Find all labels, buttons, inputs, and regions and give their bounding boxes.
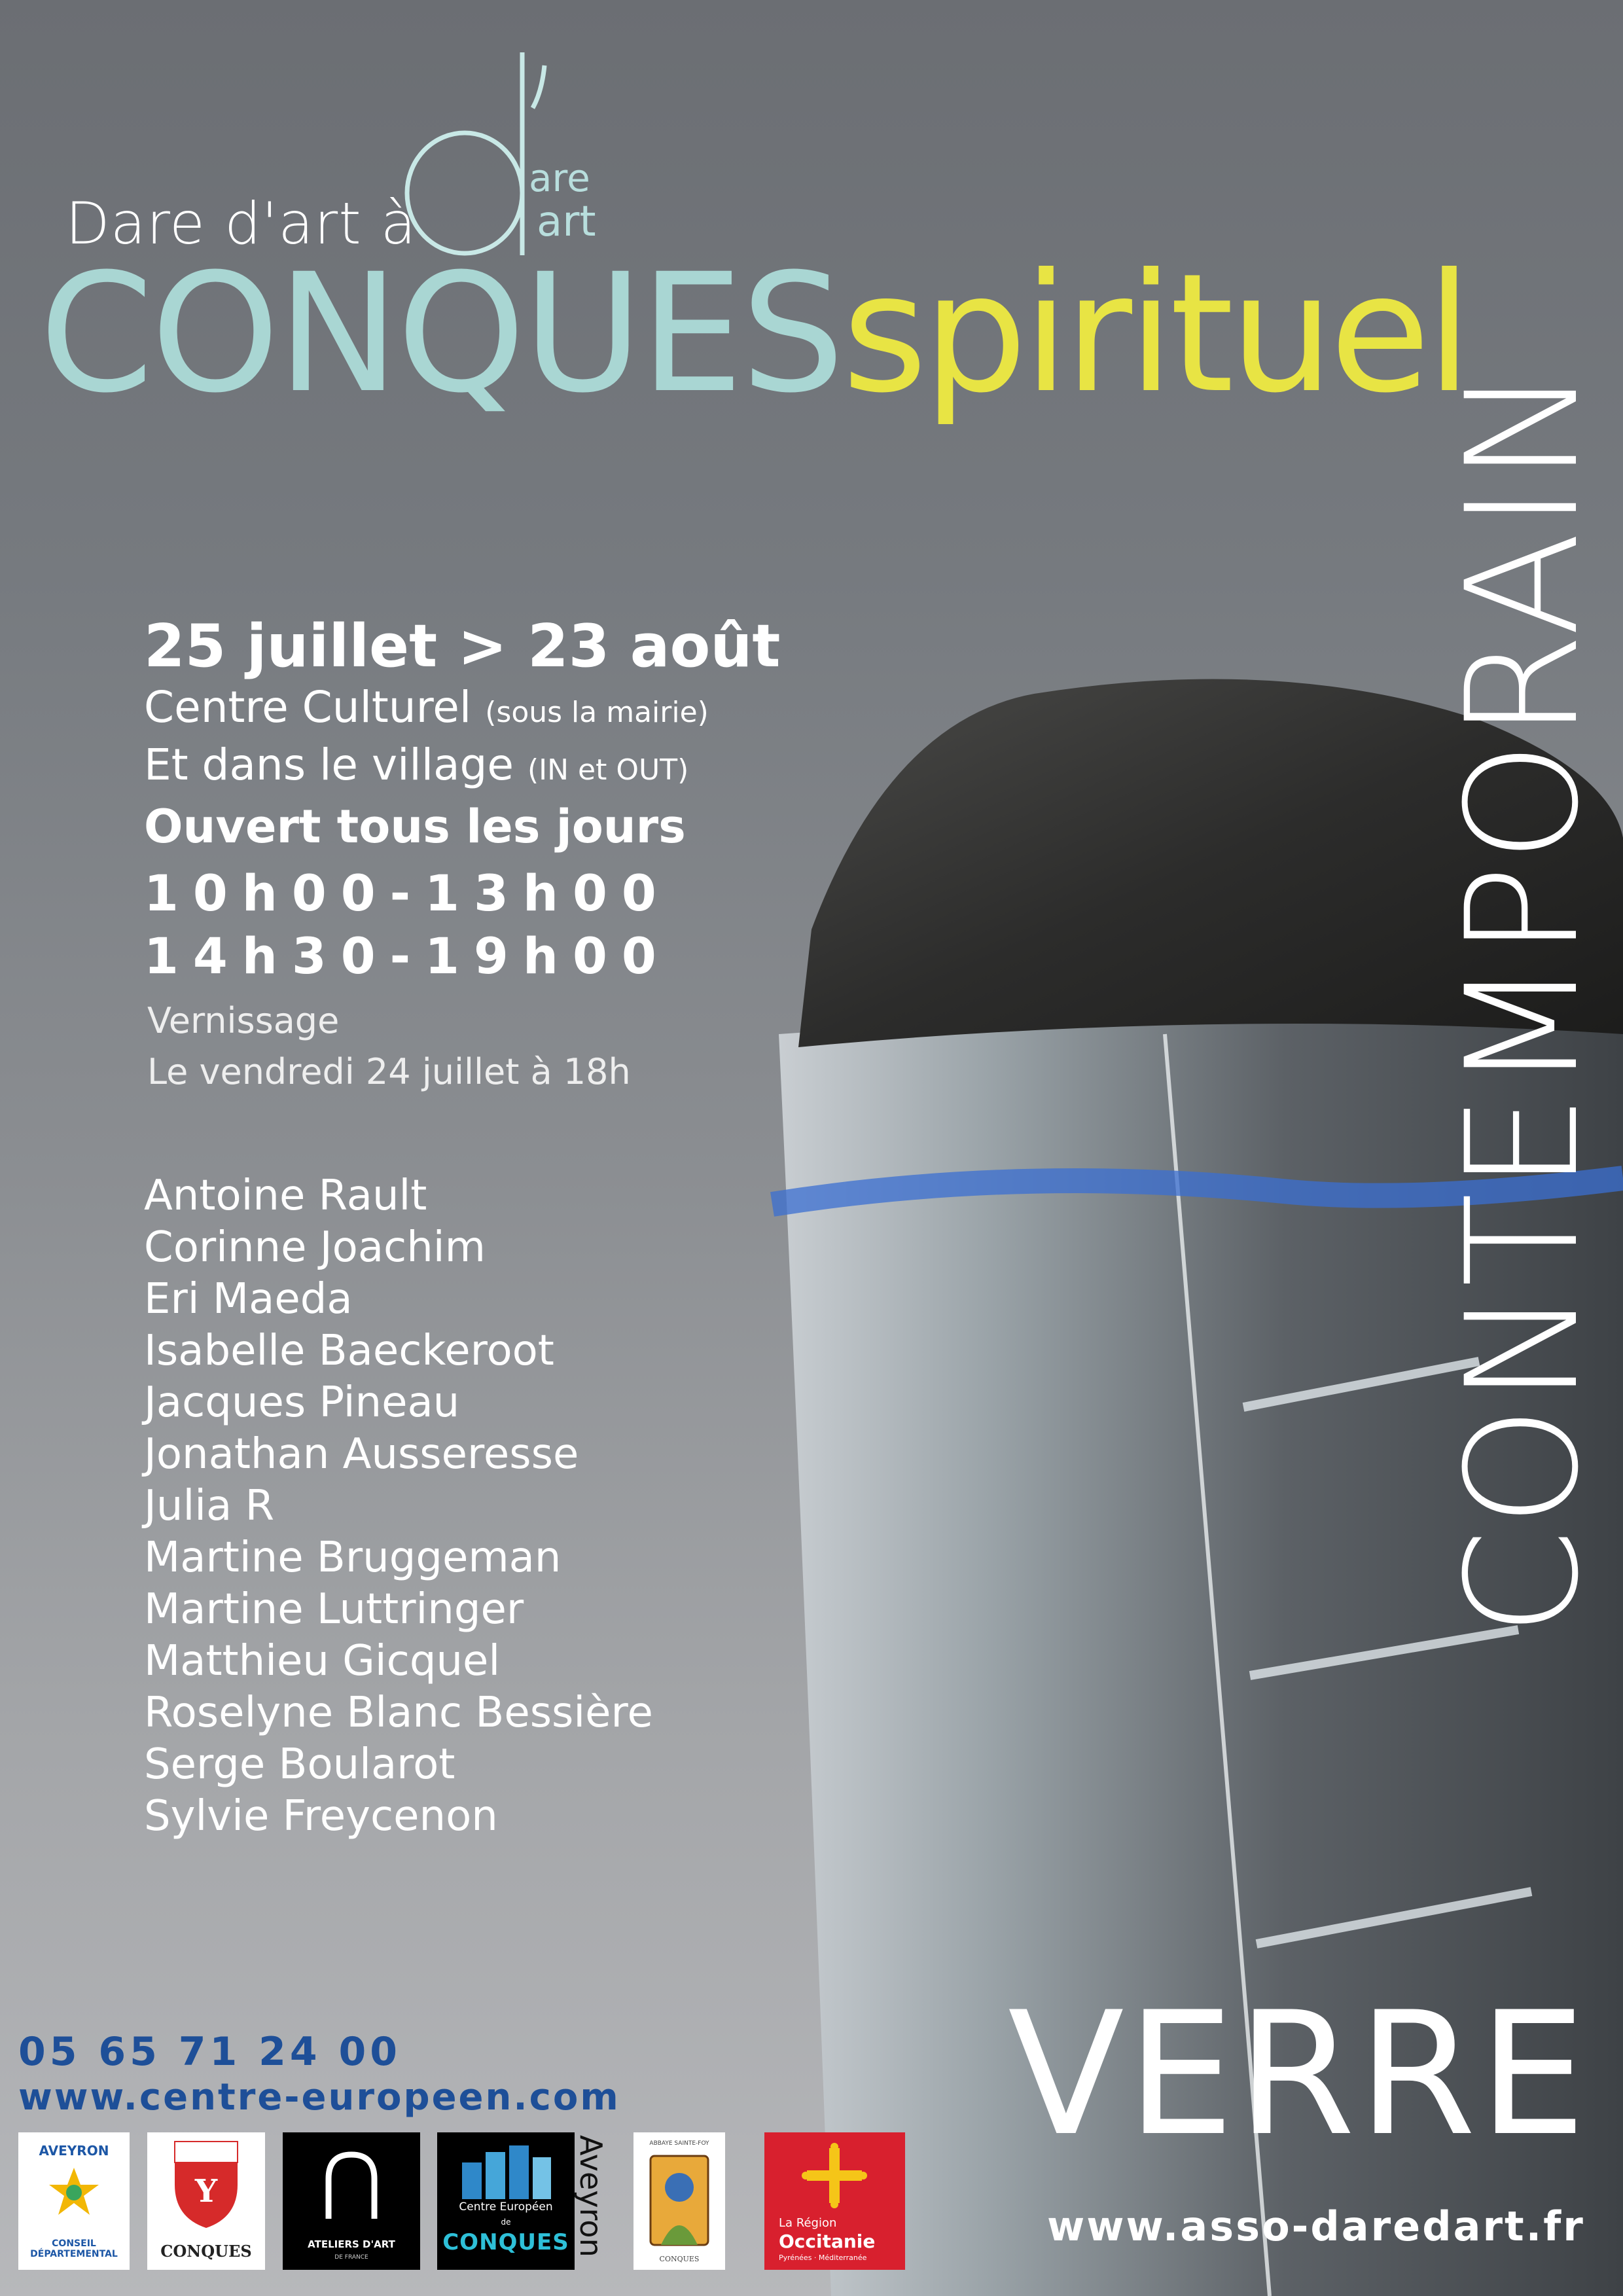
artist-name: Julia R bbox=[144, 1482, 275, 1530]
ateliers-dart-logo bbox=[283, 2132, 420, 2270]
brand-prefix: Dare d'art à bbox=[65, 190, 417, 257]
artist-name: Matthieu Gicquel bbox=[144, 1637, 501, 1685]
aveyron-departement-logo bbox=[18, 2132, 130, 2270]
village-line bbox=[144, 740, 688, 790]
artist-name: Serge Boularot bbox=[144, 1740, 455, 1789]
title-conques: CONQUES bbox=[39, 238, 842, 429]
contact-phone: 05 65 71 24 00 bbox=[18, 2029, 402, 2075]
opening-label: Vernissage bbox=[147, 1000, 340, 1041]
title-spirituel: spirituel bbox=[842, 238, 1469, 429]
abbaye-top: ABBAYE SAINTE-FOY bbox=[649, 2140, 709, 2147]
svg-text:Y: Y bbox=[194, 2173, 218, 2210]
venue: Centre Culturel bbox=[144, 682, 472, 732]
artist-name: Antoine Rault bbox=[144, 1172, 427, 1220]
event-dates: 25 juillet > 23 août bbox=[144, 612, 781, 681]
title-verre: VERRE bbox=[1008, 1976, 1589, 2174]
ateliers-arch-icon bbox=[322, 2149, 381, 2221]
artist-name: Jacques Pineau bbox=[144, 1378, 460, 1427]
artist-name: Sylvie Freycenon bbox=[144, 1792, 498, 1840]
artist-name: Eri Maeda bbox=[144, 1275, 353, 1323]
centre-line2: de bbox=[501, 2217, 511, 2227]
aveyron-vertical-logo bbox=[573, 2135, 615, 2272]
region-occitanie-logo bbox=[764, 2132, 905, 2270]
conques-commune-logo bbox=[147, 2132, 265, 2270]
hours-afternoon: 14h30-19h00 bbox=[144, 927, 671, 985]
abbaye-bottom: CONQUES bbox=[659, 2255, 700, 2263]
artist-list bbox=[144, 1170, 653, 1842]
aveyron-vertical-text: Aveyron bbox=[573, 2135, 609, 2257]
centre-line3: CONQUES bbox=[442, 2229, 569, 2255]
aveyron-sub: CONSEIL DÉPARTEMENTAL bbox=[30, 2238, 118, 2259]
main-title bbox=[39, 238, 1469, 429]
ateliers-sub: DE FRANCE bbox=[334, 2254, 368, 2261]
artist-name: Corinne Joachim bbox=[144, 1223, 486, 1272]
sainte-foy-icon bbox=[648, 2153, 711, 2248]
dare-dart-logo bbox=[393, 46, 602, 262]
region-line1: La Région bbox=[779, 2216, 837, 2230]
logo-word-art: art bbox=[537, 198, 596, 246]
title-contemporain: CONTEMPORAIN bbox=[1434, 365, 1613, 1636]
venue-note: (sous la mairie) bbox=[485, 696, 709, 729]
aveyron-star-icon bbox=[48, 2165, 100, 2217]
occitan-cross-icon bbox=[800, 2142, 868, 2210]
logo-word-are: are bbox=[529, 156, 590, 200]
conques-label: CONQUES bbox=[160, 2242, 252, 2261]
village: Et dans le village bbox=[144, 740, 514, 790]
artist-name: Roselyne Blanc Bessière bbox=[144, 1689, 653, 1737]
centre-buildings-icon bbox=[457, 2143, 555, 2199]
artist-name: Martine Bruggeman bbox=[144, 1534, 562, 1582]
artist-name: Isabelle Baeckeroot bbox=[144, 1327, 554, 1375]
region-line3: Pyrénées · Méditerranée bbox=[779, 2253, 867, 2262]
centre-website-link[interactable]: www.centre-europeen.com bbox=[18, 2076, 620, 2119]
open-days: Ouvert tous les jours bbox=[144, 800, 686, 853]
artist-name: Jonathan Ausseresse bbox=[144, 1430, 579, 1479]
venue-line bbox=[144, 682, 709, 732]
centre-europeen-logo bbox=[437, 2132, 575, 2270]
asso-website-link[interactable]: www.asso-daredart.fr bbox=[1047, 2202, 1585, 2250]
aveyron-name: AVEYRON bbox=[39, 2143, 109, 2159]
conques-shield-icon bbox=[172, 2139, 240, 2231]
village-note: (IN et OUT) bbox=[527, 753, 689, 787]
hours-morning: 10h00-13h00 bbox=[144, 864, 671, 922]
centre-line1: Centre Européen bbox=[459, 2200, 553, 2214]
abbaye-sainte-foy-logo bbox=[633, 2132, 725, 2270]
artist-name: Martine Luttringer bbox=[144, 1585, 524, 1634]
ateliers-label: ATELIERS D'ART bbox=[308, 2238, 395, 2250]
opening-date: Le vendredi 24 juillet à 18h bbox=[147, 1051, 631, 1092]
region-line2: Occitanie bbox=[779, 2231, 876, 2252]
